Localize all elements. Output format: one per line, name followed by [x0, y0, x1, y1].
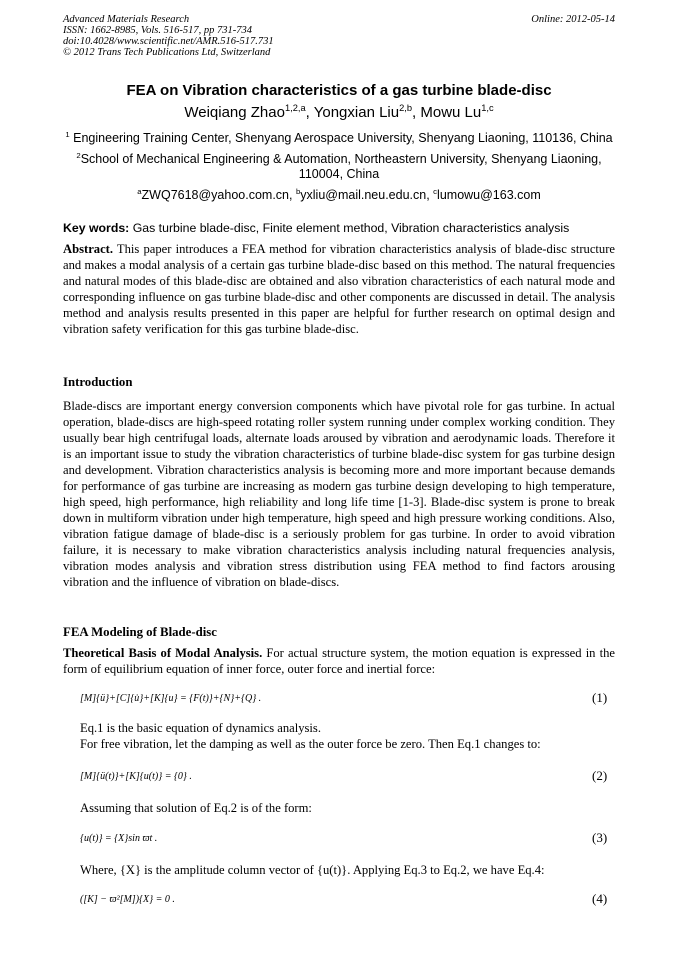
fea-paragraph: Theoretical Basis of Modal Analysis. For actual structure system, the motion equation is expressed in the form of equilibrium equation of inner force, outer force and inertial force: [63, 646, 615, 676]
author-sup: 2,b [399, 103, 413, 113]
author-list [0, 104, 678, 121]
doi-line: doi:10.4028/www.scientific.net/AMR.516-517.731 [63, 36, 274, 47]
paragraph-solution: Assuming that solution of Eq.2 is of the form: [80, 801, 312, 815]
journal-name: Advanced Materials Research [63, 14, 190, 25]
email-a: ZWQ7618@yahoo.com.cn, [141, 188, 296, 202]
issn-line: ISSN: 1662-8985, Vols. 516-517, pp 731-734 [63, 25, 252, 36]
equation-2-number: (2) [592, 768, 608, 783]
equation-2: [M]{ü(t)}+[K]{u(t)} = {0} . [80, 771, 192, 782]
equation-1-number: (1) [592, 690, 608, 705]
fea-runin: Theoretical Basis of Modal Analysis. [63, 646, 263, 660]
affiliation-1: $^1$ Engineering Training Center, Shenyang Aerospace University, Shenyang Liaoning, 110136, China [65, 129, 613, 145]
equation-4: ([K] − ϖ²[M]){X} = 0 . [80, 894, 175, 905]
equation-3: {u(t)} = {X}sin ϖt . [80, 833, 158, 844]
keywords-text: Gas turbine blade-disc, Finite element method, Vibration characteristics analysis [129, 221, 570, 235]
paper-title: FEA on Vibration characteristics of a gas turbine blade-disc [126, 82, 552, 99]
abstract [63, 241, 615, 337]
introduction-text: Blade-discs are important energy conversion components which have pivotal role for gas turbine. In actual operation, blade-discs are high-speed rotating roller system running under complex working condition. They usually bear high centrifugal loads, alternate loads aroused by vibration and aerodynamic loads. Therefore it is an important issue to study the vibration characteristics of turbine blade-disc system for gas turbine design and development. Vibration characteristics analysis is becoming more and more important because demands for performance of gas turbine are increasing as modern gas turbine design developing to high temperature, high speed, high performance, high reliability and long life time [1-3]. Blade-disc system is prone to break down in multiform vibration under high temperature, high speed and high pressure working conditions. Also, vibration fatigue damage of blade-disc is a seriously problem for gas turbine. In order to avoid vibration failure, it is necessary to make vibration characteristics analysis including natural frequencies analysis, vibration modes analysis and vibration stress distribution using FEA method to find factors arousing vibration and the influence of vibration on blade-discs. [63, 399, 615, 589]
online-date: Online: 2012-05-14 [531, 14, 615, 25]
affiliation-sup: 2 [76, 150, 81, 160]
email-line: $^a$ZWQ7618@yahoo.com.cn, $^b$yxliu@mail.neu.edu.cn, $^c$lumowu@163.com [137, 186, 541, 202]
introduction-heading: Introduction [63, 375, 133, 389]
equation-4-number: (4) [592, 891, 608, 906]
equation-1: [M]{ü}+[C]{u̇}+[K]{u} = {F(t)}+{N}+{Q} . [80, 693, 262, 704]
email-b: yxliu@mail.neu.edu.cn, [300, 188, 434, 202]
author-name: Weiqiang Zhao [184, 104, 285, 121]
equation-3-number: (3) [592, 830, 608, 845]
author-name: Yongxian Liu [313, 104, 400, 121]
author-separator: , [305, 104, 314, 121]
paragraph-amplitude: Where, {X} is the amplitude column vector of {u(t)}. Applying Eq.3 to Eq.2, we have Eq.4: [80, 863, 545, 877]
page-header [63, 14, 615, 58]
author-sup: 1,c [481, 103, 494, 113]
fea-heading: FEA Modeling of Blade-disc [63, 625, 217, 639]
author-name: Mowu Lu [420, 104, 482, 121]
email-c: lumowu@163.com [437, 188, 541, 202]
keywords-label: Key words: [63, 221, 130, 235]
affiliation-2: $^2$School of Mechanical Engineering & Automation, Northeastern University, Shenyang Liaoning, 110004, China [76, 150, 602, 181]
abstract-text: This paper introduces a FEA method for vibration characteristics analysis of blade-disc structure and makes a modal analysis of a certain gas turbine blade-disc based on this method. The natural frequencies and natural modes of this blade-disc are obtained and also vibration characteristics of each natural mode and corresponding influence on gas turbine blade-disc and other components are discussed in detail. The analysis method and analysis results presented in this paper are helpful for further research on optimal design and vibration safety verification for this gas turbine blade-disc. [63, 242, 615, 336]
abstract-label: Abstract. [63, 242, 114, 256]
keywords [63, 221, 615, 235]
author-sup: 1,2,a [284, 103, 306, 113]
author-separator: , [412, 104, 421, 121]
paragraph-eq1-note: Eq.1 is the basic equation of dynamics analysis. For free vibration, let the damping as well as the outer force be zero. Then Eq.1 changes to: [80, 721, 541, 751]
copyright-line: © 2012 Trans Tech Publications Ltd, Switzerland [63, 47, 271, 58]
affiliation-sup: 1 [65, 129, 70, 139]
